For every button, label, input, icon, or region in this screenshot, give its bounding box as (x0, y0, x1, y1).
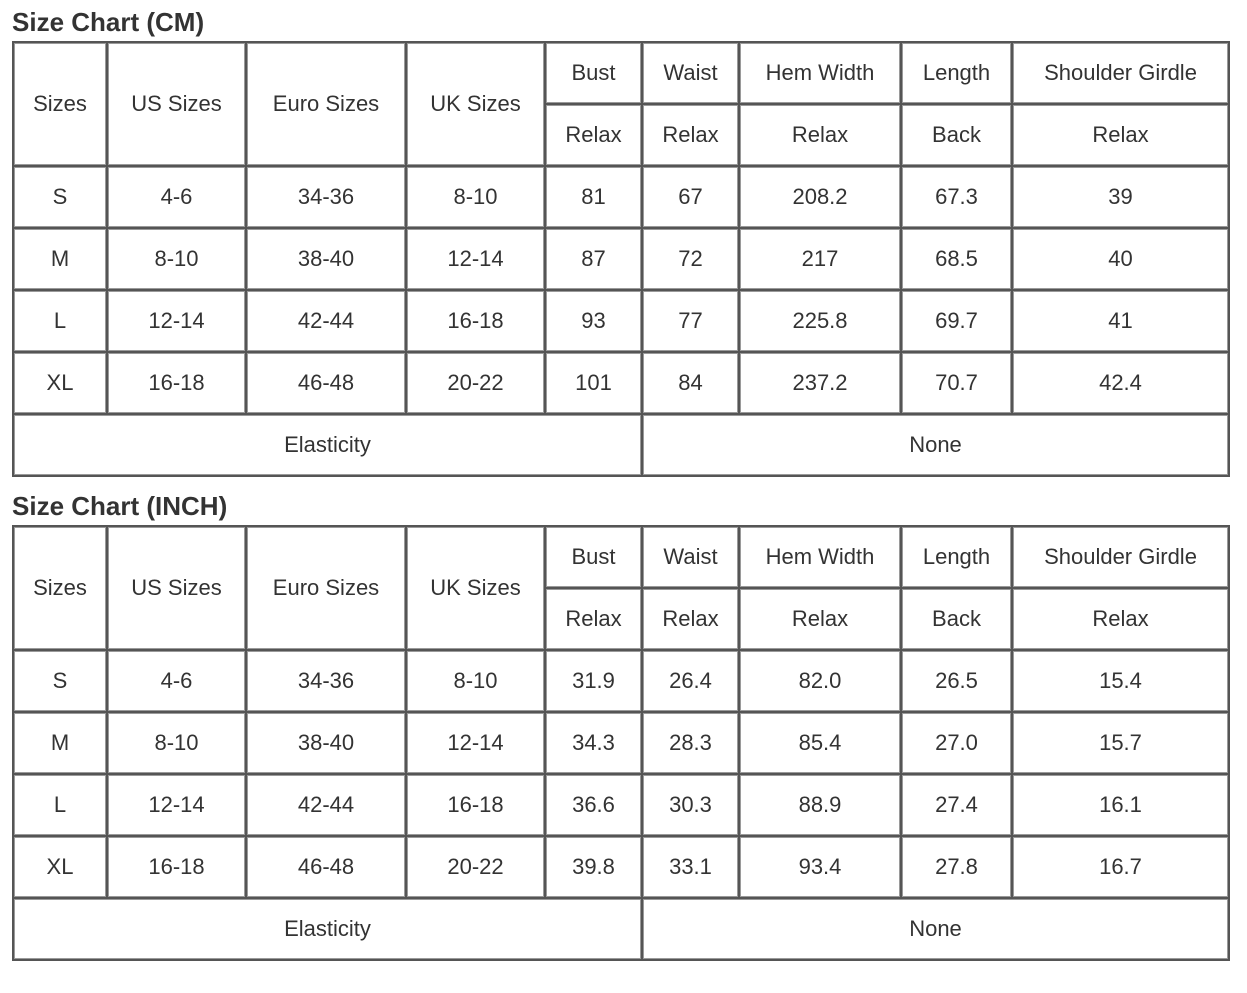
header-row (14, 43, 1228, 103)
table-cell: 38-40 (247, 229, 405, 289)
table-row (14, 837, 1228, 897)
table-cell: 84 (643, 353, 738, 413)
table-cell: 16.7 (1013, 837, 1228, 897)
header-sizes: Sizes (14, 43, 106, 165)
header-length: Length (902, 527, 1011, 587)
table-cell: S (14, 651, 106, 711)
subheader-shoulder-girdle-type: Relax (1013, 589, 1228, 649)
size-chart-inch-title: Size Chart (INCH) (12, 491, 228, 521)
table-cell: 16-18 (108, 353, 245, 413)
table-cell: 67.3 (902, 167, 1011, 227)
header-shoulder-girdle: Shoulder Girdle (1013, 527, 1228, 587)
table-cell: 42-44 (247, 775, 405, 835)
header-euro-sizes: Euro Sizes (247, 527, 405, 649)
table-cell: 8-10 (108, 713, 245, 773)
table-cell: 33.1 (643, 837, 738, 897)
table-cell: 237.2 (740, 353, 900, 413)
header-bust: Bust (546, 43, 641, 103)
table-cell: 12-14 (108, 775, 245, 835)
table-cell: 38-40 (247, 713, 405, 773)
table-cell: 34-36 (247, 167, 405, 227)
table-cell: 217 (740, 229, 900, 289)
table-cell: 15.4 (1013, 651, 1228, 711)
table-cell: 67 (643, 167, 738, 227)
table-cell: XL (14, 837, 106, 897)
table-cell: 87 (546, 229, 641, 289)
header-uk-sizes: UK Sizes (407, 527, 544, 649)
table-cell: S (14, 167, 106, 227)
table-cell: 8-10 (108, 229, 245, 289)
table-cell: 34-36 (247, 651, 405, 711)
header-row (14, 527, 1228, 587)
table-cell: 12-14 (108, 291, 245, 351)
header-waist: Waist (643, 527, 738, 587)
table-row (14, 167, 1228, 227)
table-cell: M (14, 229, 106, 289)
table-cell: 16-18 (407, 291, 544, 351)
table-cell: 27.8 (902, 837, 1011, 897)
table-row (14, 353, 1228, 413)
header-uk-sizes: UK Sizes (407, 43, 544, 165)
table-cell: L (14, 775, 106, 835)
table-cell: 42-44 (247, 291, 405, 351)
table-cell: 46-48 (247, 837, 405, 897)
table-cell: XL (14, 353, 106, 413)
header-hem-width: Hem Width (740, 527, 900, 587)
header-euro-sizes: Euro Sizes (247, 43, 405, 165)
size-chart-cm-title: Size Chart (CM) (12, 7, 205, 37)
table-cell: M (14, 713, 106, 773)
header-sizes: Sizes (14, 527, 106, 649)
table-cell: 26.4 (643, 651, 738, 711)
elasticity-value: None (643, 415, 1228, 475)
header-waist: Waist (643, 43, 738, 103)
table-cell: 20-22 (407, 837, 544, 897)
table-cell: 77 (643, 291, 738, 351)
table-row (14, 291, 1228, 351)
subheader-length-type: Back (902, 105, 1011, 165)
table-row (14, 713, 1228, 773)
table-cell: 36.6 (546, 775, 641, 835)
table-cell: 31.9 (546, 651, 641, 711)
table-cell: 82.0 (740, 651, 900, 711)
table-cell: 42.4 (1013, 353, 1228, 413)
footer-row (14, 415, 1228, 475)
subheader-waist-type: Relax (643, 589, 738, 649)
elasticity-value: None (643, 899, 1228, 959)
header-length: Length (902, 43, 1011, 103)
table-cell: 72 (643, 229, 738, 289)
table-cell: 101 (546, 353, 641, 413)
table-cell: 4-6 (108, 651, 245, 711)
header-hem-width: Hem Width (740, 43, 900, 103)
table-cell: 26.5 (902, 651, 1011, 711)
table-row (14, 229, 1228, 289)
table-cell: 225.8 (740, 291, 900, 351)
table-cell: 208.2 (740, 167, 900, 227)
table-cell: 69.7 (902, 291, 1011, 351)
header-us-sizes: US Sizes (108, 43, 245, 165)
table-cell: 4-6 (108, 167, 245, 227)
subheader-length-type: Back (902, 589, 1011, 649)
table-cell: L (14, 291, 106, 351)
subheader-hem-width-type: Relax (740, 589, 900, 649)
subheader-shoulder-girdle-type: Relax (1013, 105, 1228, 165)
table-cell: 15.7 (1013, 713, 1228, 773)
table-cell: 8-10 (407, 651, 544, 711)
header-bust: Bust (546, 527, 641, 587)
table-row (14, 651, 1228, 711)
table-cell: 93.4 (740, 837, 900, 897)
table-cell: 8-10 (407, 167, 544, 227)
header-shoulder-girdle: Shoulder Girdle (1013, 43, 1228, 103)
elasticity-label: Elasticity (14, 415, 641, 475)
subheader-hem-width-type: Relax (740, 105, 900, 165)
table-cell: 88.9 (740, 775, 900, 835)
table-cell: 40 (1013, 229, 1228, 289)
table-cell: 16-18 (407, 775, 544, 835)
table-cell: 34.3 (546, 713, 641, 773)
table-cell: 68.5 (902, 229, 1011, 289)
table-cell: 20-22 (407, 353, 544, 413)
table-cell: 12-14 (407, 229, 544, 289)
subheader-bust-type: Relax (546, 105, 641, 165)
table-cell: 70.7 (902, 353, 1011, 413)
table-cell: 46-48 (247, 353, 405, 413)
table-cell: 27.4 (902, 775, 1011, 835)
table-cell: 81 (546, 167, 641, 227)
table-cell: 16-18 (108, 837, 245, 897)
table-cell: 30.3 (643, 775, 738, 835)
table-cell: 39 (1013, 167, 1228, 227)
table-cell: 39.8 (546, 837, 641, 897)
table-cell: 28.3 (643, 713, 738, 773)
table-cell: 27.0 (902, 713, 1011, 773)
table-cell: 12-14 (407, 713, 544, 773)
subheader-waist-type: Relax (643, 105, 738, 165)
header-us-sizes: US Sizes (108, 527, 245, 649)
size-chart-inch-table (12, 525, 1230, 961)
table-cell: 16.1 (1013, 775, 1228, 835)
footer-row (14, 899, 1228, 959)
table-cell: 85.4 (740, 713, 900, 773)
table-row (14, 775, 1228, 835)
subheader-bust-type: Relax (546, 589, 641, 649)
size-chart-cm-table (12, 41, 1230, 477)
table-cell: 41 (1013, 291, 1228, 351)
table-cell: 93 (546, 291, 641, 351)
elasticity-label: Elasticity (14, 899, 641, 959)
